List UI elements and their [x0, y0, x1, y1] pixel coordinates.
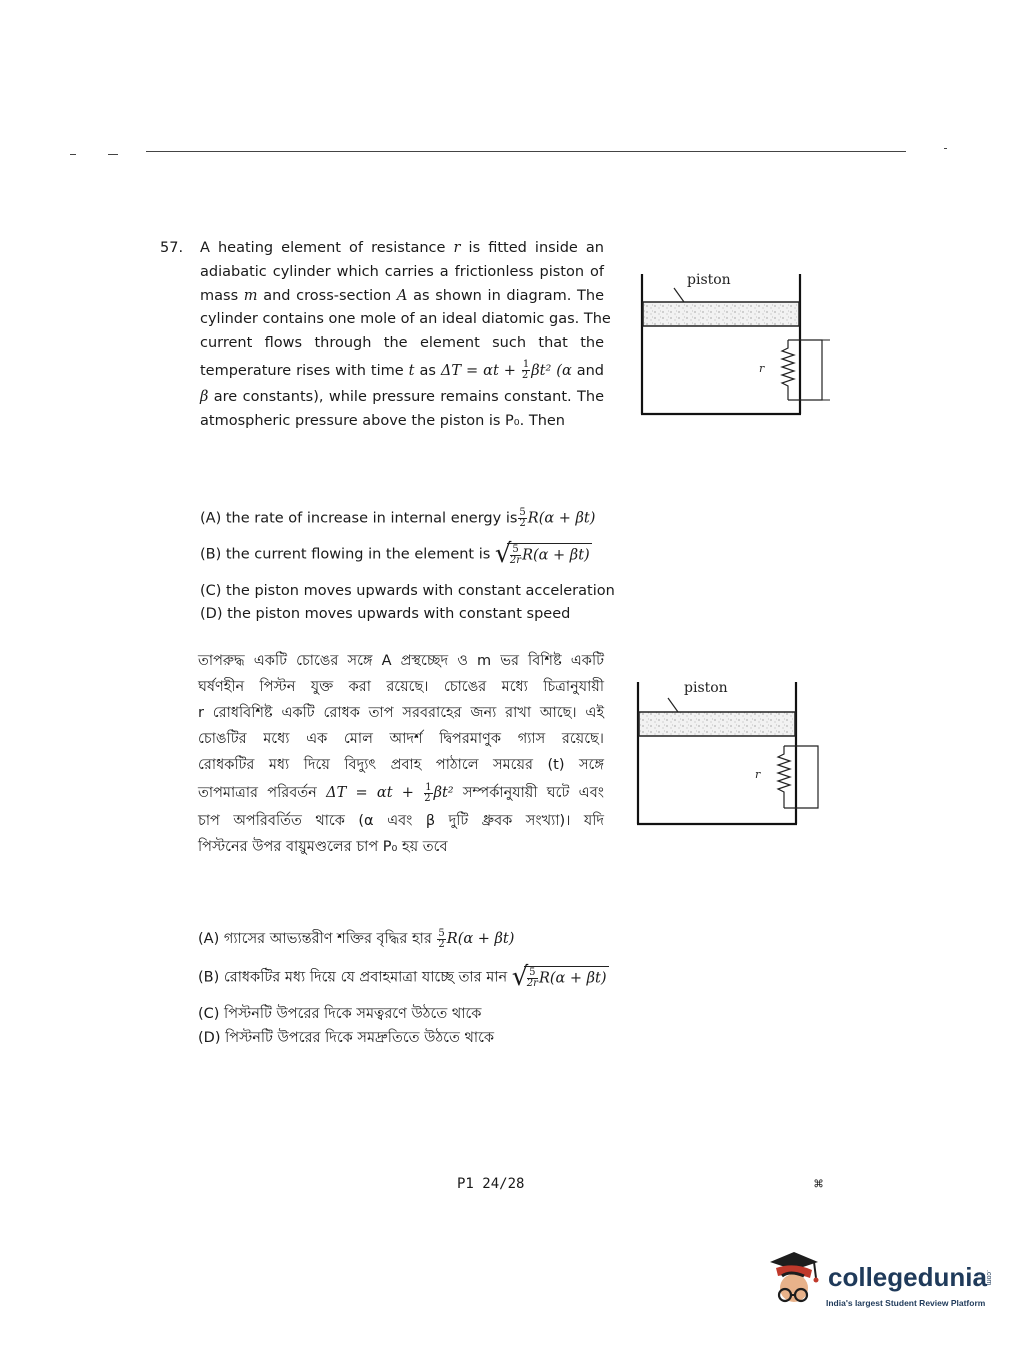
fraction-five-halves: $\frac{5}{2}$: [519, 507, 526, 529]
option-a[interactable]: (A) the rate of increase in internal energy is $\frac{5}{2}$ R(α + βt): [200, 507, 596, 529]
header-rule: [146, 151, 906, 152]
option-d[interactable]: (D) the piston moves upwards with constant speed: [200, 606, 571, 622]
command-symbol: ⌘: [814, 1175, 824, 1193]
bengali-line-3: r রোধবিশিষ্ট একটি রোধক তাপ সরবরাহের জন্য রাখা আছে। এই: [198, 705, 604, 721]
question-text-english: [200, 237, 611, 434]
piston-pointer: [674, 288, 684, 302]
piston-cylinder-diagram-2: [626, 670, 826, 830]
question-text-bengali: [198, 648, 604, 860]
option-b[interactable]: (B) the current flowing in the element is √ $\frac{5}{2r}$ R(α + βt): [200, 539, 590, 569]
resistor-label-2: r: [755, 768, 761, 781]
logo-wordmark: collegedunia: [828, 1262, 987, 1292]
resistor-wires: [788, 340, 822, 400]
logo-tagline: India's largest Student Review Platform: [826, 1298, 986, 1308]
piston-block: [643, 302, 799, 326]
bengali-line-8: পিস্টনের উপর বায়ুমণ্ডলের চাপ P₀ হয় তবে: [198, 839, 448, 855]
piston-label-2: piston: [684, 680, 728, 696]
question-line-3: mass m and cross-section A as shown in diagram. The: [200, 287, 604, 304]
bengali-option-b[interactable]: (B) রোধকটির মধ্য দিয়ে যে প্রবাহমাত্রা যাচ্ছে তার মান √ $\frac{5}{2r}$ R(α + βt): [198, 962, 607, 992]
sqrt-expression: √ $\frac{5}{2r}$ R(α + βt): [494, 539, 590, 569]
fraction-half: $\frac{1}{2}$: [521, 359, 530, 382]
bengali-line-6: তাপমাত্রার পরিবর্তন ΔT = αt + $\frac{1}{2}$ βt² সম্পর্কানুযায়ী ঘটে এবং: [198, 781, 605, 804]
question-line-8: atmospheric pressure above the piston is P₀. Then: [200, 412, 565, 429]
header-rule-left-dash: [70, 154, 76, 155]
bengali-line-7: চাপ অপরিবর্তিত থাকে (α এবং β দুটি ধ্রুবক সংখ্যা)। যদি: [198, 813, 604, 829]
question-number: 57.: [160, 240, 184, 256]
bengali-option-d[interactable]: (D) পিস্টনটি উপরের দিকে সমদ্রুতিতে উঠতে থাকে: [198, 1030, 495, 1046]
resistor-label: r: [759, 362, 765, 375]
piston-label: piston: [687, 272, 731, 288]
bengali-line-2: ঘর্ষণহীন পিস্টন যুক্ত করা রয়েছে। চোঙের মধ্যে চিত্রানুযায়ী: [198, 679, 604, 695]
bengali-line-5: রোধকটির মধ্য দিয়ে বিদ্যুৎ প্রবাহ পাঠালে সময়ের (t) সঙ্গে: [198, 757, 604, 773]
page-code: P1 24/28: [457, 1176, 525, 1192]
question-line-7: β are constants), while pressure remains constant. The: [200, 388, 604, 405]
header-rule-right-dash: [944, 148, 947, 149]
question-line-4: cylinder contains one mole of an ideal diatomic gas. The: [200, 311, 611, 328]
collegedunia-mascot-icon: [764, 1248, 824, 1320]
logo-dotcom: .com: [985, 1270, 992, 1286]
piston-cylinder-diagram: [630, 262, 830, 422]
bengali-option-c[interactable]: (C) পিস্টনটি উপরের দিকে সমত্বরণে উঠতে থাকে: [198, 1006, 482, 1022]
bengali-line-1: তাপরুদ্ধ একটি চোঙের সঙ্গে A প্রস্থচ্ছেদ ও m ভর বিশিষ্ট একটি: [198, 653, 604, 669]
bengali-line-4: চোঙটির মধ্যে এক মোল আদর্শ দ্বিপরমাণুক গ্যাস রয়েছে।: [198, 731, 604, 747]
header-rule-left-dash-2: [108, 154, 118, 155]
question-line-6: temperature rises with time t as ΔT = αt + $\frac{1}{2}$ βt² (α and: [200, 359, 605, 382]
resistor-zigzag: [782, 340, 794, 400]
question-line-5: current flows through the element such that the: [200, 335, 604, 352]
question-line-2: adiabatic cylinder which carries a frictionless piston of: [200, 263, 604, 280]
question-line-1: A heating element of resistance r is fitted inside an: [200, 240, 604, 256]
option-c[interactable]: (C) the piston moves upwards with constant acceleration: [200, 583, 615, 599]
bengali-option-a[interactable]: (A) গ্যাসের আভ্যন্তরীণ শক্তির বৃদ্ধির হার $\frac{5}{2}$ R(α + βt): [198, 927, 515, 950]
